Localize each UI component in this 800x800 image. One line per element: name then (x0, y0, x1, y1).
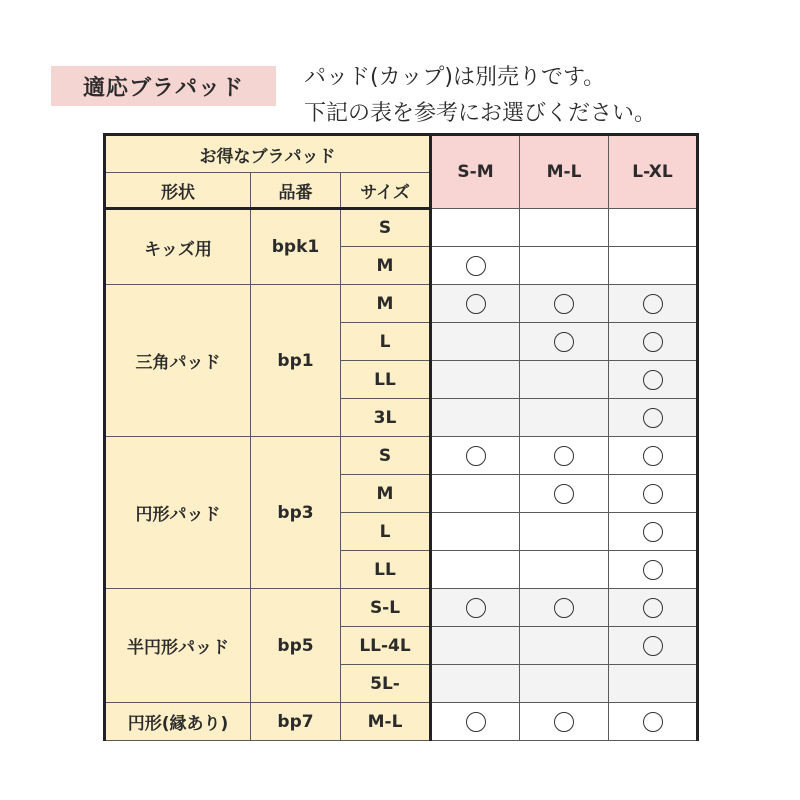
table-body (105, 209, 698, 741)
shape-cell: 半円形パッド (105, 589, 251, 703)
fit-cell (431, 475, 520, 513)
fit-circle-icon (466, 256, 486, 276)
fit-circle-icon (466, 712, 486, 732)
shape-cell: キッズ用 (105, 209, 251, 285)
fit-cell (609, 703, 698, 741)
section-title-tag: 適応ブラパッド (51, 66, 276, 106)
fit-cell (520, 247, 609, 285)
fit-cell (431, 361, 520, 399)
fit-cell (520, 323, 609, 361)
shape-cell: 三角パッド (105, 285, 251, 437)
fit-cell (520, 703, 609, 741)
fit-cell (431, 399, 520, 437)
fit-cell (431, 627, 520, 665)
shape-cell: 円形(縁あり) (105, 703, 251, 741)
size-cell: M (341, 285, 431, 323)
fit-cell (609, 361, 698, 399)
fit-circle-icon (554, 332, 574, 352)
fit-cell (431, 323, 520, 361)
fit-cell (609, 665, 698, 703)
fit-circle-icon (554, 446, 574, 466)
size-cell: LL-4L (341, 627, 431, 665)
col-header-size: サイズ (341, 173, 431, 209)
fit-cell (431, 247, 520, 285)
fit-cell (609, 285, 698, 323)
fit-circle-icon (466, 598, 486, 618)
fit-cell (431, 703, 520, 741)
cup-header-ml: M-L (520, 135, 609, 209)
fit-cell (431, 665, 520, 703)
note-text (304, 60, 656, 132)
code-cell: bp5 (251, 589, 341, 703)
fit-cell (609, 209, 698, 247)
fit-cell (520, 399, 609, 437)
code-cell: bp1 (251, 285, 341, 437)
note-line-1: パッド(カップ)は別売りです。 (304, 65, 606, 90)
size-cell: M-L (341, 703, 431, 741)
fit-cell (609, 627, 698, 665)
fit-cell (609, 247, 698, 285)
shape-cell: 円形パッド (105, 437, 251, 589)
fit-cell (431, 209, 520, 247)
fit-circle-icon (554, 294, 574, 314)
note-line-2: 下記の表を参考にお選びください。 (304, 101, 657, 126)
fit-cell (520, 551, 609, 589)
size-cell: L (341, 513, 431, 551)
fit-circle-icon (643, 484, 663, 504)
fit-cell (609, 323, 698, 361)
size-cell: S (341, 209, 431, 247)
fit-cell (609, 513, 698, 551)
fit-cell (609, 437, 698, 475)
cup-header-sm: S-M (431, 135, 520, 209)
fit-circle-icon (643, 636, 663, 656)
fit-cell (431, 437, 520, 475)
fit-circle-icon (643, 560, 663, 580)
size-cell: S-L (341, 589, 431, 627)
col-header-shape: 形状 (105, 173, 251, 209)
fit-circle-icon (554, 712, 574, 732)
table-row (105, 589, 698, 627)
size-cell: M (341, 475, 431, 513)
fit-circle-icon (643, 446, 663, 466)
cup-header-lxl: L-XL (609, 135, 698, 209)
fit-cell (609, 551, 698, 589)
fit-cell (431, 285, 520, 323)
fit-cell (520, 437, 609, 475)
fit-cell (520, 627, 609, 665)
fit-circle-icon (643, 370, 663, 390)
fit-cell (431, 551, 520, 589)
fit-circle-icon (466, 294, 486, 314)
table-row (105, 209, 698, 247)
fit-cell (609, 399, 698, 437)
fit-circle-icon (643, 712, 663, 732)
fit-cell (520, 361, 609, 399)
fit-cell (431, 589, 520, 627)
fit-circle-icon (643, 598, 663, 618)
size-cell: L (341, 323, 431, 361)
fit-cell (520, 665, 609, 703)
fit-circle-icon (643, 332, 663, 352)
fit-cell (520, 513, 609, 551)
fit-cell (431, 513, 520, 551)
table-row (105, 437, 698, 475)
table-row (105, 285, 698, 323)
group-header: お得なブラパッド (105, 135, 431, 173)
table-row (105, 703, 698, 741)
code-cell: bpk1 (251, 209, 341, 285)
size-cell: LL (341, 361, 431, 399)
size-cell: LL (341, 551, 431, 589)
fit-cell (609, 589, 698, 627)
size-cell: M (341, 247, 431, 285)
fit-circle-icon (643, 522, 663, 542)
bra-pad-size-table (103, 133, 699, 741)
col-header-code: 品番 (251, 173, 341, 209)
fit-cell (520, 285, 609, 323)
fit-cell (520, 475, 609, 513)
code-cell: bp7 (251, 703, 341, 741)
fit-circle-icon (643, 408, 663, 428)
size-cell: 3L (341, 399, 431, 437)
fit-circle-icon (554, 598, 574, 618)
fit-cell (520, 589, 609, 627)
code-cell: bp3 (251, 437, 341, 589)
fit-cell (609, 475, 698, 513)
fit-circle-icon (643, 294, 663, 314)
fit-circle-icon (466, 446, 486, 466)
size-cell: 5L- (341, 665, 431, 703)
fit-circle-icon (554, 484, 574, 504)
fit-cell (520, 209, 609, 247)
size-cell: S (341, 437, 431, 475)
